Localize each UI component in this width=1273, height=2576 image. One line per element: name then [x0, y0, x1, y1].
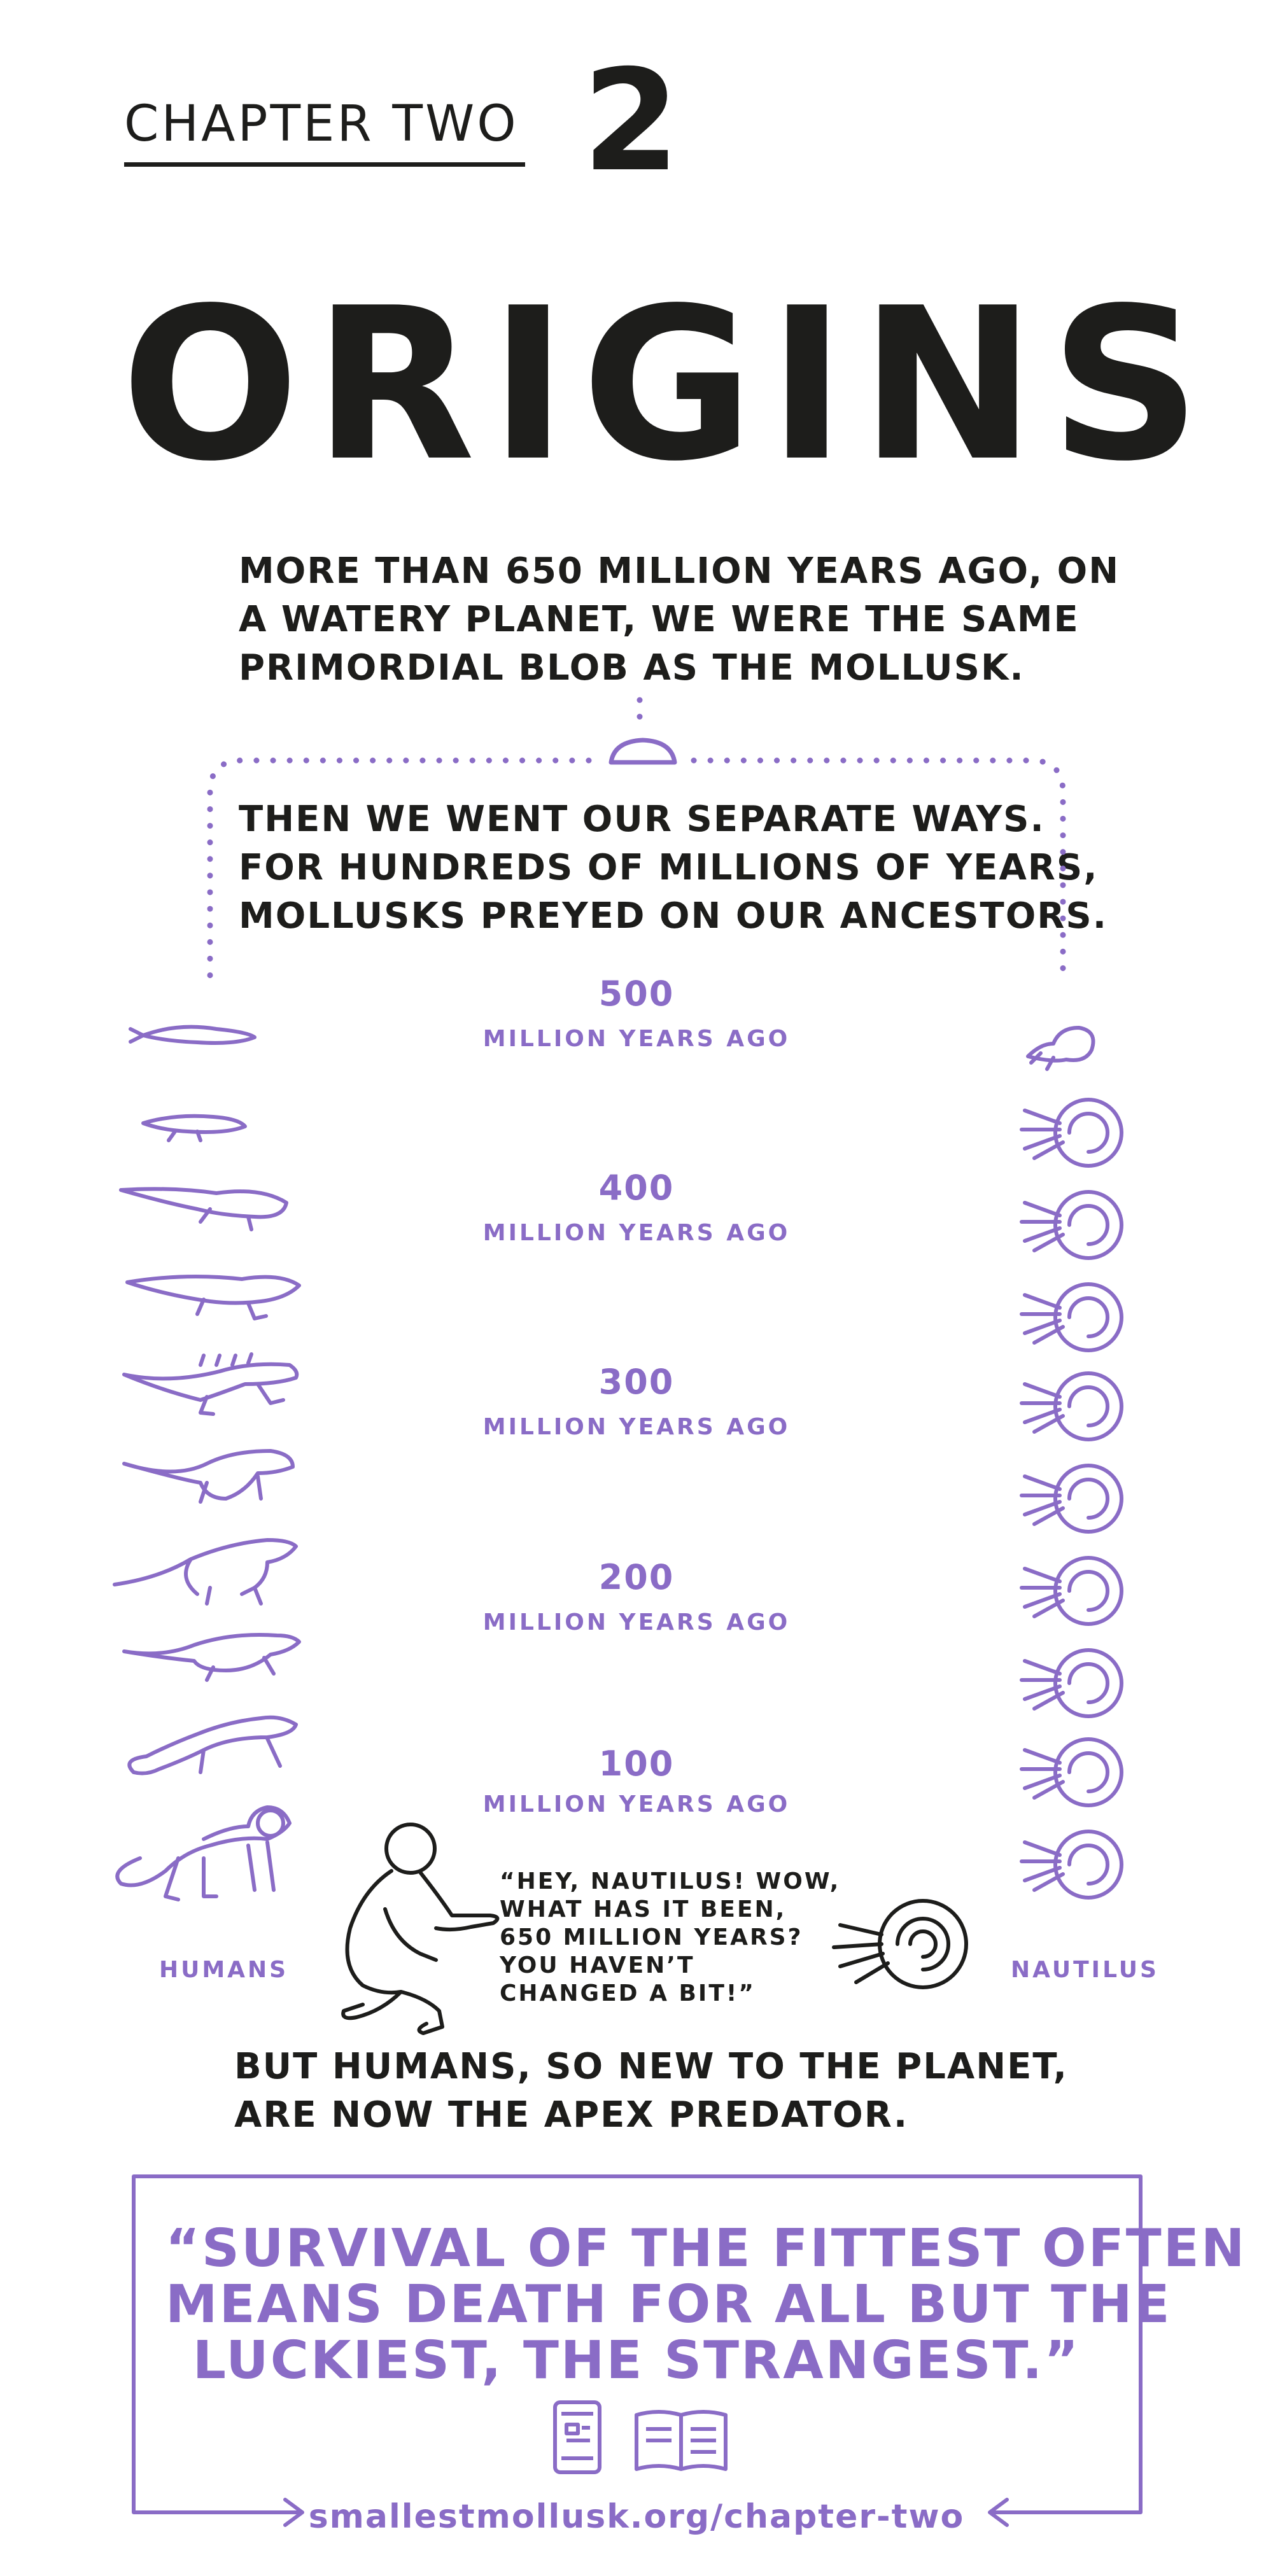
- timeline-unit: MILLION YEARS AGO: [482, 1414, 791, 1440]
- mammal-icon: [115, 1540, 296, 1604]
- nautilus-icon: [1022, 1739, 1122, 1805]
- nautilus-label: NAUTILUS: [1011, 1957, 1159, 1983]
- pull-quote-line: MEANS DEATH FOR ALL BUT THE: [165, 2274, 1172, 2335]
- timeline-unit: MILLION YEARS AGO: [482, 1220, 791, 1246]
- pull-quote: [165, 2218, 1247, 2391]
- nautilus-icon: [1022, 1466, 1122, 1532]
- mammal-icon: [129, 1718, 296, 1774]
- pull-quote-line: “SURVIVAL OF THE FITTEST OFTEN: [165, 2218, 1247, 2279]
- speech-line: 650 MILLION YEARS?: [500, 1924, 803, 1950]
- book-icon: [636, 2412, 726, 2469]
- split-line: FOR HUNDREDS OF MILLIONS OF YEARS,: [239, 847, 1099, 888]
- mollusk-icon: [1028, 1028, 1094, 1069]
- closing-line: BUT HUMANS, SO NEW TO THE PLANET,: [234, 2046, 1068, 2087]
- timeline-unit: MILLION YEARS AGO: [482, 1026, 791, 1052]
- chapter-number: 2: [582, 39, 680, 202]
- reptile-icon: [124, 1354, 297, 1414]
- nautilus-icon: [1022, 1284, 1122, 1350]
- amphibian-icon: [127, 1277, 299, 1319]
- amphibian-icon: [121, 1189, 286, 1229]
- closing-paragraph: [234, 2043, 1068, 2139]
- phone-icon: [555, 2402, 600, 2472]
- mammal-icon: [124, 1635, 299, 1680]
- intro-line: MORE THAN 650 MILLION YEARS AGO, ON: [239, 550, 1120, 592]
- speech-line: “HEY, NAUTILUS! WOW,: [500, 1868, 841, 1894]
- humans-label: HUMANS: [159, 1957, 289, 1983]
- page-title: ORIGINS: [121, 263, 1215, 507]
- fish-icon: [143, 1116, 245, 1140]
- reptile-icon: [124, 1451, 293, 1502]
- timeline-value: 100: [598, 1744, 675, 1784]
- split-line: MOLLUSKS PREYED ON OUR ANCESTORS.: [239, 895, 1108, 937]
- speech-text: [500, 1868, 840, 2008]
- timeline-unit: MILLION YEARS AGO: [482, 1791, 791, 1817]
- nautilus-icon: [1022, 1100, 1122, 1166]
- speech-line: CHANGED A BIT!”: [500, 1980, 756, 2006]
- primordial-blob-icon: [611, 740, 675, 762]
- speech-line: WHAT HAS IT BEEN,: [500, 1896, 787, 1922]
- chapter-link[interactable]: smallestmollusk.org/chapter-two: [308, 2498, 965, 2536]
- fish-icon: [130, 1027, 255, 1043]
- timeline-value: 400: [598, 1168, 675, 1208]
- pull-quote-line: LUCKIEST, THE STRANGEST.”: [192, 2330, 1081, 2391]
- intro-line: A WATERY PLANET, WE WERE THE SAME: [239, 599, 1080, 640]
- timeline-value: 500: [598, 974, 675, 1014]
- timeline-unit: MILLION YEARS AGO: [482, 1609, 791, 1635]
- nautilus-speaker-icon: [834, 1901, 966, 1987]
- nautilus-icon: [1022, 1650, 1122, 1716]
- timeline-value: 200: [598, 1557, 675, 1597]
- chapter-label: CHAPTER TWO: [124, 95, 519, 153]
- timeline-value: 300: [598, 1362, 675, 1402]
- intro-line: PRIMORDIAL BLOB AS THE MOLLUSK.: [239, 647, 1025, 689]
- nautilus-icon: [1022, 1831, 1122, 1898]
- closing-line: ARE NOW THE APEX PREDATOR.: [234, 2094, 909, 2136]
- crouching-human-icon: [343, 1824, 497, 2033]
- nautilus-icon: [1022, 1373, 1122, 1439]
- speech-line: YOU HAVEN’T: [500, 1952, 695, 1978]
- split-line: THEN WE WENT OUR SEPARATE WAYS.: [239, 799, 1045, 840]
- nautilus-icon: [1022, 1192, 1122, 1258]
- nautilus-icon: [1022, 1558, 1122, 1624]
- monkey-icon: [117, 1807, 290, 1900]
